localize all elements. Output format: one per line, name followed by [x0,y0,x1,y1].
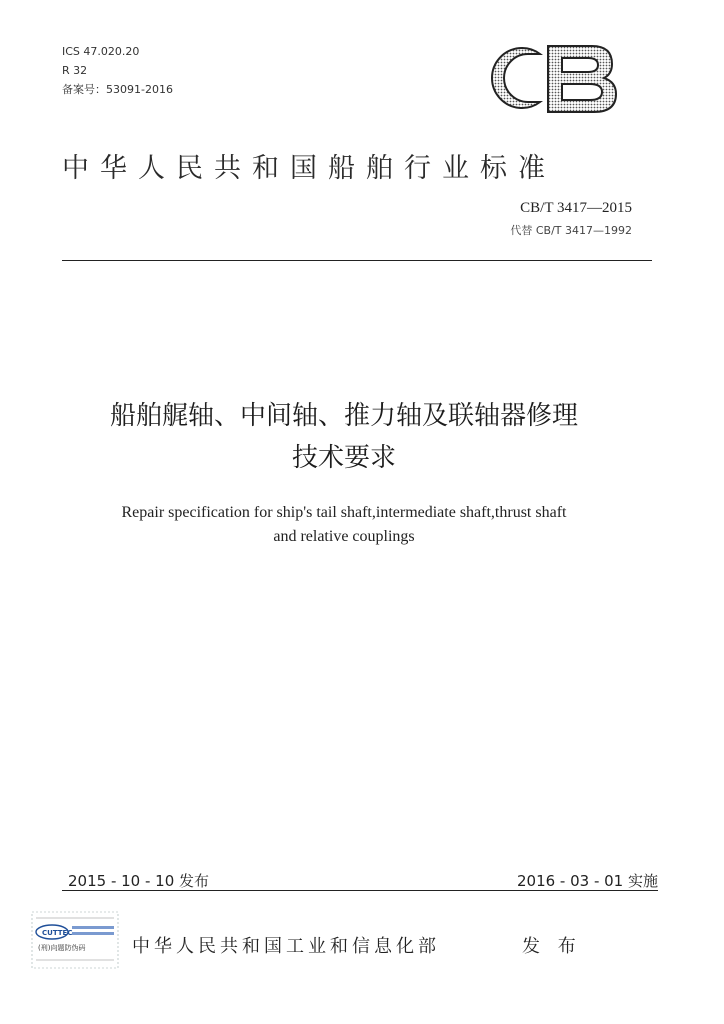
header-divider [62,260,652,261]
publish-date: 2015 - 10 - 10 发布 [68,872,210,890]
title-en-line1: Repair specification for ship's tail shaft,intermediate shaft,thrust shaft [121,504,567,521]
anti-counterfeit-stamp [30,910,120,970]
title-cn-line2: 技术要求 [291,443,396,473]
ics-code: ICS 47.020.20 [62,45,140,58]
cb-logo [470,40,620,116]
standard-title: 中华人民共和国船舶行业标准 [62,153,556,184]
implement-date: 2016 - 03 - 01 实施 [516,872,658,890]
title-cn-line1: 船舶艉轴、中间轴、推力轴及联轴器修理 [109,401,578,431]
class-code: R 32 [62,64,88,77]
record-number: 备案号：53091-2016 [62,83,173,96]
footer-divider [62,890,658,891]
title-en-line2: and relative couplings [273,528,415,545]
stamp-text: (刑)向题防伪码 [38,944,86,952]
stamp-brand: CUTTEC [42,929,73,937]
issuer-name: 中华人民共和国工业和信息化部 [132,936,440,957]
meta-block [62,42,173,99]
standard-code: CB/T 3417—2015 [520,200,632,216]
issue-label: 发 布 [522,936,582,957]
replaces-code: 代替 CB/T 3417—1992 [510,224,632,237]
